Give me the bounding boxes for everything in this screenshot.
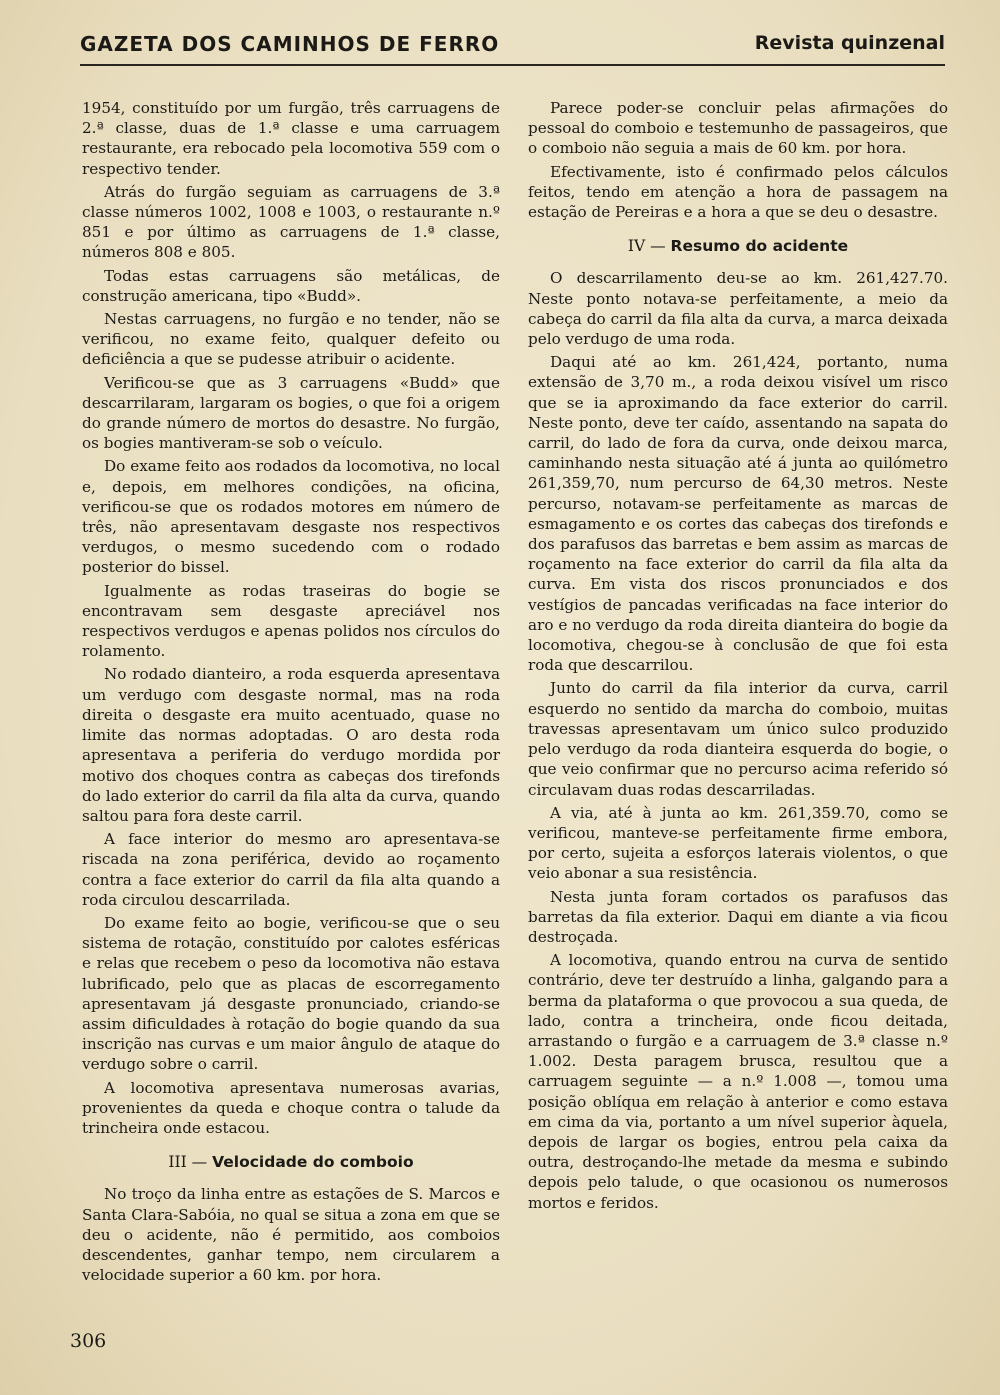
section-number: III — [168, 1153, 208, 1172]
paragraph: No rodado dianteiro, a roda esquerda apresentava um verdugo com desgaste normal, mas na roda direita o desgaste era muito acentuado, quase no limite das normas adoptadas. O aro desta roda apresentava a periferia do verdugo mordida por motivo dos choques contra as cabeças dos tirefonds do lado exterior do carril da fila alta da curva, quando saltou para fora deste carril. [82, 665, 500, 825]
section-title: Resumo do acidente [670, 237, 849, 256]
paragraph: Verificou-se que as 3 carruagens «Budd» que descarrilaram, largaram os bogies, o que foi a origem do grande número de mortos do desastre. No furgão, os bogies mantiveram-se sob o veículo. [82, 373, 500, 453]
journal-subtitle: Revista quinzenal [754, 32, 945, 54]
left-column [82, 98, 500, 1288]
paragraph: 1954, constituído por um furgão, três carruagens de 2.ª classe, duas de 1.ª classe e uma carruagem restaurante, era rebocado pela locomotiva 559 com o respectivo tender. [82, 99, 500, 178]
paragraph: A locomotiva, quando entrou na curva de sentido contrário, deve ter destruído a linha, galgando para a berma da plataforma o que provocou a sua queda, de lado, contra a trincheira, onde ficou deitada, arrastando o furgão e a carruagem de 3.ª classe n.º 1.002. Desta paragem brusca, resultou que a carruagem seguinte — a n.º 1.008 —, tomou uma posição oblíqua em relação à anterior e como estava em cima da via, portanto a um nível superior àquela, depois de largar os bogies, entrou pela caixa da outra, destroçando-lhe metade da mesma e subindo depois pelo talude, o que ocasionou os numerosos mortos e feridos. [528, 951, 948, 1212]
paragraph: Do exame feito ao bogie, verificou-se que o seu sistema de rotação, constituído por calotes esféricas e relas que recebem o peso da locomotiva não estava lubrificado, pelo que as placas de escorregamento apresentavam já desgaste pronunciado, criando-se assim dificuldades à rotação do bogie quando da sua inscrição nas curvas e um maior ângulo de ataque do verdugo sobre o carril. [82, 913, 500, 1074]
paragraph: A face interior do mesmo aro apresentava-se riscada na zona periférica, devido ao roçamento contra a face exterior do carril da fila alta quando a roda circulou descarrilada. [82, 830, 500, 909]
paragraph: Do exame feito aos rodados da locomotiva, no local e, depois, em melhores condições, na oficina, verificou-se que os rodados motores em número de três, não apresentavam desgaste nos respectivos verdugos, o mesmo sucedendo com o rodado posterior do bissel. [82, 457, 500, 577]
journal-title: GAZETA DOS CAMINHOS DE FERRO [80, 32, 500, 56]
paragraph: Atrás do furgão seguiam as carruagens de 3.ª classe números 1002, 1008 e 1003, o restaurante n.º 851 e por último as carruagens de 1.ª classe, números 808 e 805. [82, 182, 500, 262]
section-title: Velocidade do comboio [212, 1153, 414, 1172]
paragraph: Daqui até ao km. 261,424, portanto, numa extensão de 3,70 m., a roda deixou visível um risco que se ia aproximando da face exterior do carril. Neste ponto, deve ter caído, assentando na sapata do carril, do lado de fora da curva, onde deixou marca, caminhando nesta situação até á junta ao quilómetro 261,359,70, num percurso de 64,30 metros. Neste percurso, notavam-se perfeitamente as marcas de esmagamento e os cortes das cabeças dos tirefonds e dos parafusos das barretas e bem assim as marcas de roçamento na face exterior do carril da fila alta da curva. Em vista dos riscos pronunciados e dos vestígios de pancadas verificadas na face interior do aro e no verdugo da roda direita dianteira do bogie da locomotiva, chegou-se à conclusão de que foi esta roda que descarrilou. [528, 353, 948, 675]
page-number: 306 [70, 1330, 107, 1352]
paragraph: A locomotiva apresentava numerosas avarias, provenientes da queda e choque contra o talude da trincheira onde estacou. [82, 1078, 500, 1137]
paragraph: Todas estas carruagens são metálicas, de construção americana, tipo «Budd». [82, 266, 500, 305]
paragraph: A via, até à junta ao km. 261,359.70, como se verificou, manteve-se perfeitamente firme embora, por certo, sujeita a esforços laterais violentos, o que veio abonar a sua resistência. [528, 803, 948, 883]
paragraph: Igualmente as rodas traseiras do bogie se encontravam sem desgaste apreciável nos respectivos verdugos e apenas polidos nos círculos do rolamento. [82, 581, 500, 661]
right-column [528, 98, 948, 1216]
section-heading [528, 236, 948, 256]
section-number: IV — [627, 237, 666, 256]
paragraph: Nesta junta foram cortados os parafusos das barretas da fila exterior. Daqui em diante a via ficou destroçada. [528, 887, 948, 946]
section-heading [82, 1152, 500, 1172]
paragraph: Nestas carruagens, no furgão e no tender, não se verificou, no exame feito, qualquer defeito ou deficiência a que se pudesse atribuir o acidente. [82, 310, 500, 369]
paragraph: O descarrilamento deu-se ao km. 261,427.70. Neste ponto notava-se perfeitamente, a meio da cabeça do carril da fila alta da curva, a marca deixada pelo verdugo de uma roda. [528, 269, 948, 349]
paragraph: Junto do carril da fila interior da curva, carril esquerdo no sentido da marcha do comboio, muitas travessas apresentavam um único sulco produzido pelo verdugo da roda dianteira esquerda do bogie, o que veio confirmar que no percurso acima referido só circulavam duas rodas descarriladas. [528, 679, 948, 799]
page-header [80, 30, 945, 66]
paragraph: Efectivamente, isto é confirmado pelos cálculos feitos, tendo em atenção a hora de passagem na estação de Pereiras e a hora a que se deu o desastre. [528, 162, 948, 222]
paragraph: Parece poder-se concluir pelas afirmações do pessoal do comboio e testemunho de passageiros, que o comboio não seguia a mais de 60 km. por hora. [528, 99, 948, 158]
paragraph: No troço da linha entre as estações de S. Marcos e Santa Clara-Sabóia, no qual se situa a zona em que se deu o acidente, não é permitido, aos comboios descendentes, ganhar tempo, nem circularem a velocidade superior a 60 km. por hora. [82, 1185, 500, 1285]
